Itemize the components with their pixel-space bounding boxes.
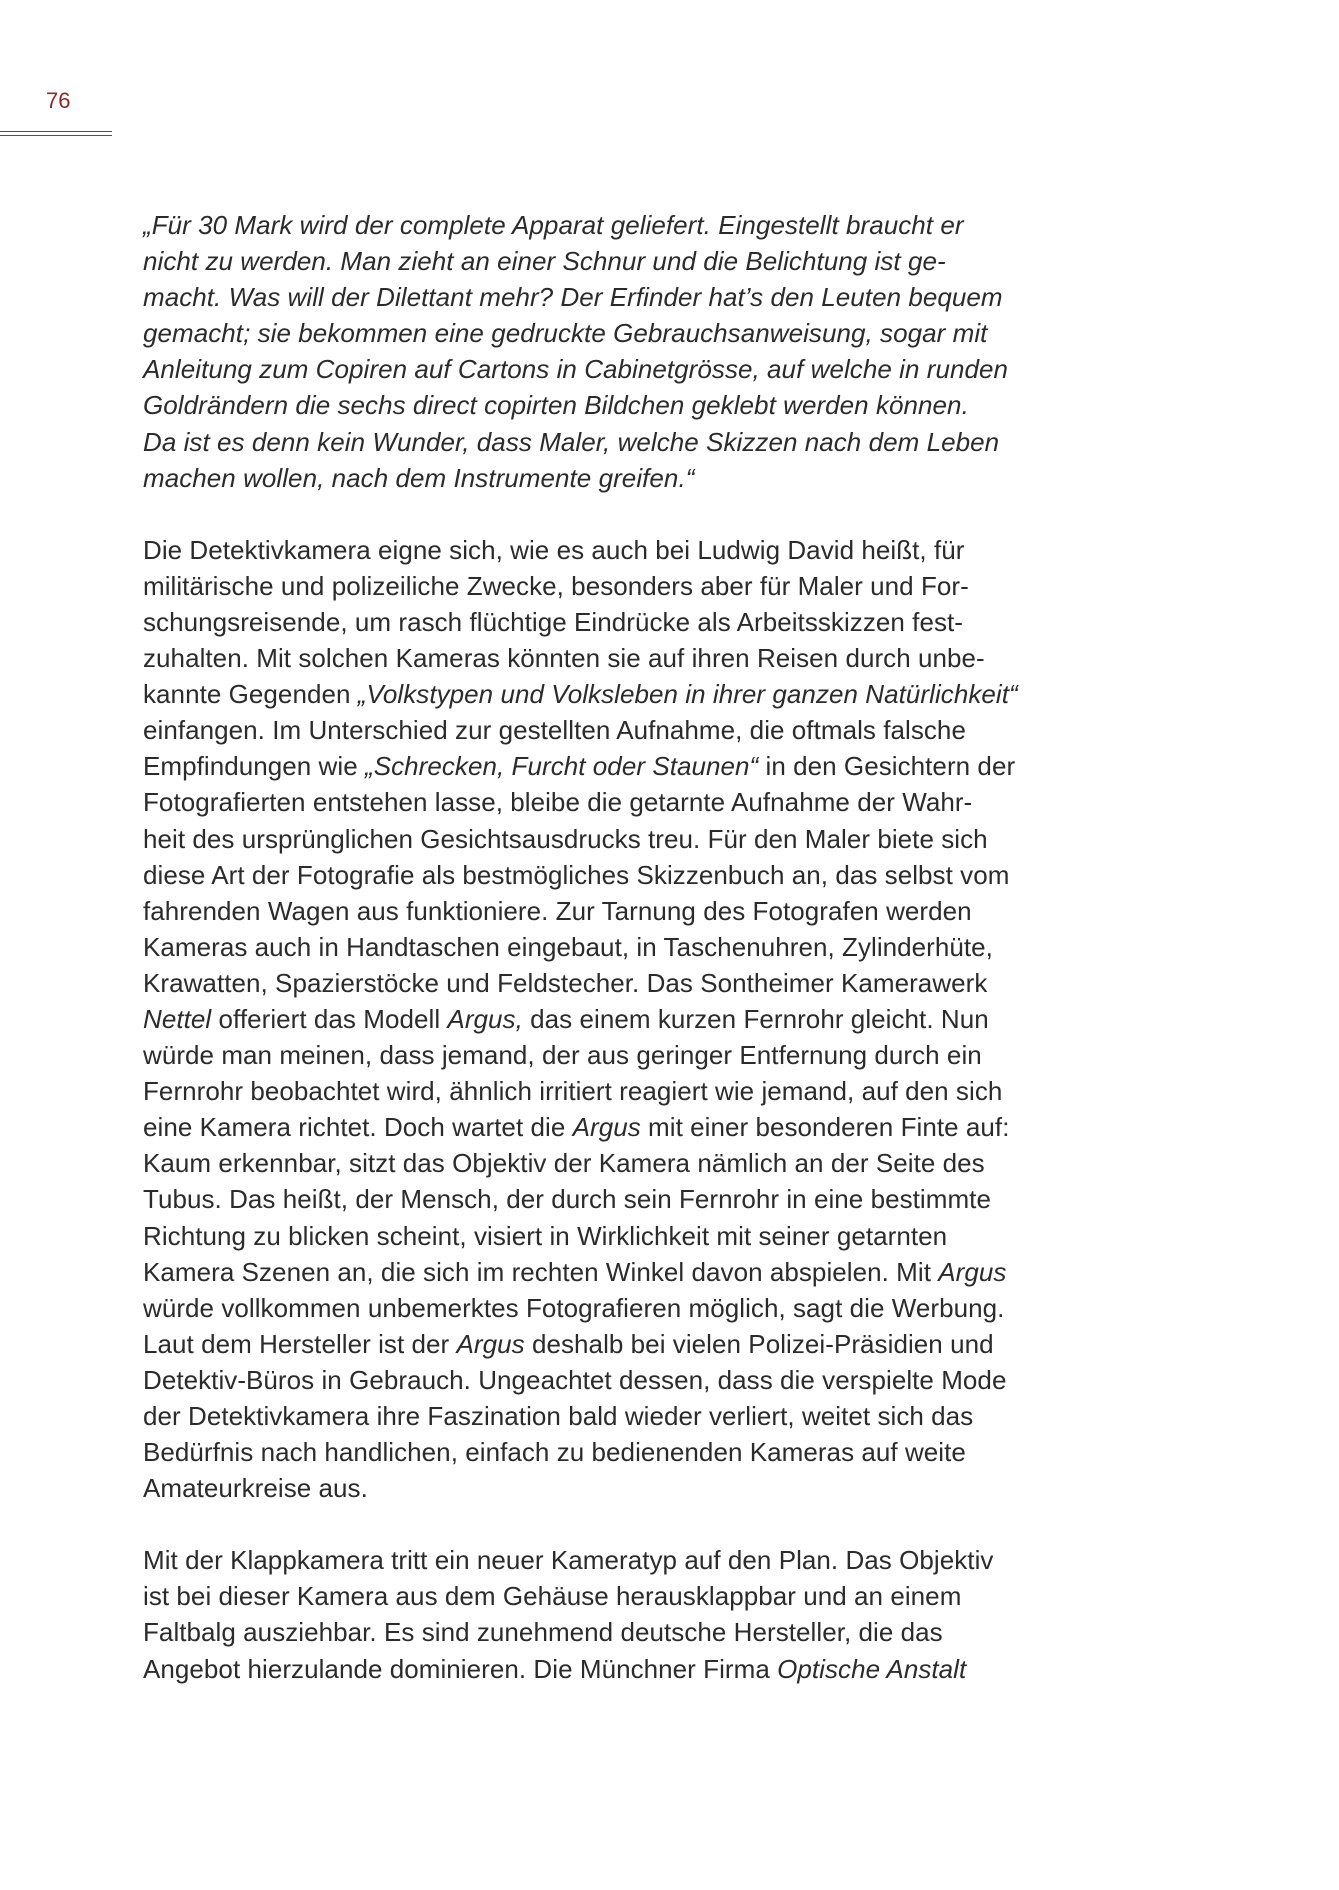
quote-line: Da ist es denn kein Wunder, dass Maler, welche Skizzen nach dem Leben bbox=[143, 426, 1000, 457]
paragraph-gap bbox=[143, 1506, 1043, 1542]
paragraph-gap bbox=[143, 496, 1043, 532]
quote-line: Anleitung zum Copiren auf Cartons in Cabinetgrösse, auf welche in runden bbox=[143, 354, 1008, 385]
quote-line: „Für 30 Mark wird der complete Apparat geliefert. Eingestellt braucht er bbox=[143, 210, 964, 240]
text-span: kannte Gegenden bbox=[143, 679, 358, 710]
text-span: offeriert das Modell bbox=[211, 1003, 448, 1034]
text-line: würde man meinen, dass jemand, der aus geringer Entfernung durch ein bbox=[143, 1040, 982, 1071]
quote-line: Goldrändern die sechs direct copirten Bildchen geklebt werden können. bbox=[143, 390, 969, 421]
text-line: Kaum erkennbar, sitzt das Objektiv der Kamera nämlich an der Seite des bbox=[143, 1148, 985, 1179]
text-line bbox=[143, 676, 1043, 712]
italic-name: Argus, bbox=[447, 1003, 523, 1034]
text-line: Detektiv-Büros in Gebrauch. Ungeachtet dessen, dass die verspielte Mode bbox=[143, 1364, 1007, 1395]
quote-line: machen wollen, nach dem Instrumente greifen.“ bbox=[143, 462, 695, 493]
text-line: Kameras auch in Handtaschen eingebaut, in Taschenuhren, Zylinderhüte, bbox=[143, 931, 993, 962]
text-line: schungsreisende, um rasch flüchtige Eindrücke als Arbeitsskizzen fest- bbox=[143, 606, 963, 637]
text-line: Fernrohr beobachtet wird, ähnlich irritiert reagiert wie jemand, auf den sich bbox=[143, 1076, 1003, 1107]
text-line: fahrenden Wagen aus funktioniere. Zur Tarnung des Fotografen werden bbox=[143, 895, 972, 926]
italic-quote: „Volkstypen und Volksleben in ihrer ganzen Natürlichkeit“ bbox=[357, 679, 1018, 710]
text-line: Bedürfnis nach handlichen, einfach zu bedienenden Kameras auf weite bbox=[143, 1437, 966, 1468]
text-line: Richtung zu blicken scheint, visiert in Wirklichkeit mit seiner getarnten bbox=[143, 1220, 948, 1251]
text-span: eine Kamera richtet. Doch wartet die bbox=[143, 1112, 573, 1143]
text-line: militärische und polizeiliche Zwecke, besonders aber für Maler und For- bbox=[143, 570, 969, 601]
text-line: ist bei dieser Kamera aus dem Gehäuse herausklappbar und an einem bbox=[143, 1581, 962, 1612]
quote-line: macht. Was will der Dilettant mehr? Der Erfinder hat’s den Leuten bequem bbox=[143, 282, 1003, 313]
text-line: Faltbalg ausziehbar. Es sind zunehmend deutsche Hersteller, die das bbox=[143, 1617, 943, 1648]
text-line bbox=[143, 1651, 1043, 1687]
block-quote bbox=[143, 207, 1043, 496]
header-rule-bottom bbox=[0, 135, 112, 136]
italic-name: Argus bbox=[572, 1112, 641, 1143]
text-line: würde vollkommen unbemerktes Fotografieren möglich, sagt die Werbung. bbox=[143, 1292, 1005, 1323]
text-span: Laut dem Hersteller ist der bbox=[143, 1328, 457, 1359]
text-span: das einem kurzen Fernrohr gleicht. Nun bbox=[522, 1003, 989, 1034]
text-line: der Detektivkamera ihre Faszination bald wieder verliert, weitet sich das bbox=[143, 1401, 974, 1431]
paragraph-klappkamera bbox=[143, 1542, 1043, 1686]
quote-line: gemacht; sie bekommen eine gedruckte Gebrauchsanweisung, sogar mit bbox=[143, 318, 988, 349]
body-text bbox=[143, 207, 1043, 1687]
text-line: Die Detektivkamera eigne sich, wie es auch bei Ludwig David heißt, für bbox=[143, 534, 965, 565]
text-line bbox=[143, 1001, 1043, 1037]
page-number: 76 bbox=[46, 88, 71, 113]
text-span: Angebot hierzulande dominieren. Die Münchner Firma bbox=[143, 1653, 778, 1684]
italic-quote: „Schrecken, Furcht oder Staunen“ bbox=[365, 751, 759, 782]
text-span: deshalb bei vielen Polizei-Präsidien und bbox=[524, 1328, 994, 1359]
text-line bbox=[143, 1326, 1043, 1362]
text-line: einfangen. Im Unterschied zur gestellten Aufnahme, die oftmals falsche bbox=[143, 715, 966, 746]
italic-name: Nettel bbox=[143, 1003, 212, 1034]
text-line bbox=[143, 748, 1043, 784]
header-rule-top bbox=[0, 131, 112, 132]
text-line: Krawatten, Spazierstöcke und Feldstecher. Das Sontheimer Kamerawerk bbox=[143, 967, 988, 998]
text-line: Mit der Klappkamera tritt ein neuer Kameratyp auf den Plan. Das Objektiv bbox=[143, 1545, 994, 1576]
quote-line: nicht zu werden. Man zieht an einer Schnur und die Belichtung ist ge- bbox=[143, 246, 946, 277]
text-line: Fotografierten entstehen lasse, bleibe die getarnte Aufnahme der Wahr- bbox=[143, 787, 973, 818]
text-line: heit des ursprünglichen Gesichtsausdrucks treu. Für den Maler biete sich bbox=[143, 823, 988, 854]
italic-name: Argus bbox=[938, 1256, 1007, 1287]
text-span: in den Gesichtern der bbox=[758, 751, 1016, 782]
text-line: Tubus. Das heißt, der Mensch, der durch sein Fernrohr in eine bestimmte bbox=[143, 1184, 991, 1215]
text-line: Amateurkreise aus. bbox=[143, 1473, 368, 1504]
text-line: zuhalten. Mit solchen Kameras könnten sie auf ihren Reisen durch unbe- bbox=[143, 643, 985, 674]
text-span: Empfindungen wie bbox=[143, 751, 365, 782]
text-span: mit einer besonderen Finte auf: bbox=[640, 1112, 1010, 1143]
paragraph-detektivkamera bbox=[143, 532, 1043, 1507]
italic-name: Argus bbox=[456, 1328, 525, 1359]
text-line: diese Art der Fotografie als bestmögliches Skizzenbuch an, das selbst vom bbox=[143, 859, 1010, 890]
italic-name: Optische Anstalt bbox=[777, 1653, 967, 1684]
text-line bbox=[143, 1109, 1043, 1145]
text-span: Kamera Szenen an, die sich im rechten Winkel davon abspielen. Mit bbox=[143, 1256, 939, 1287]
text-line bbox=[143, 1254, 1043, 1290]
